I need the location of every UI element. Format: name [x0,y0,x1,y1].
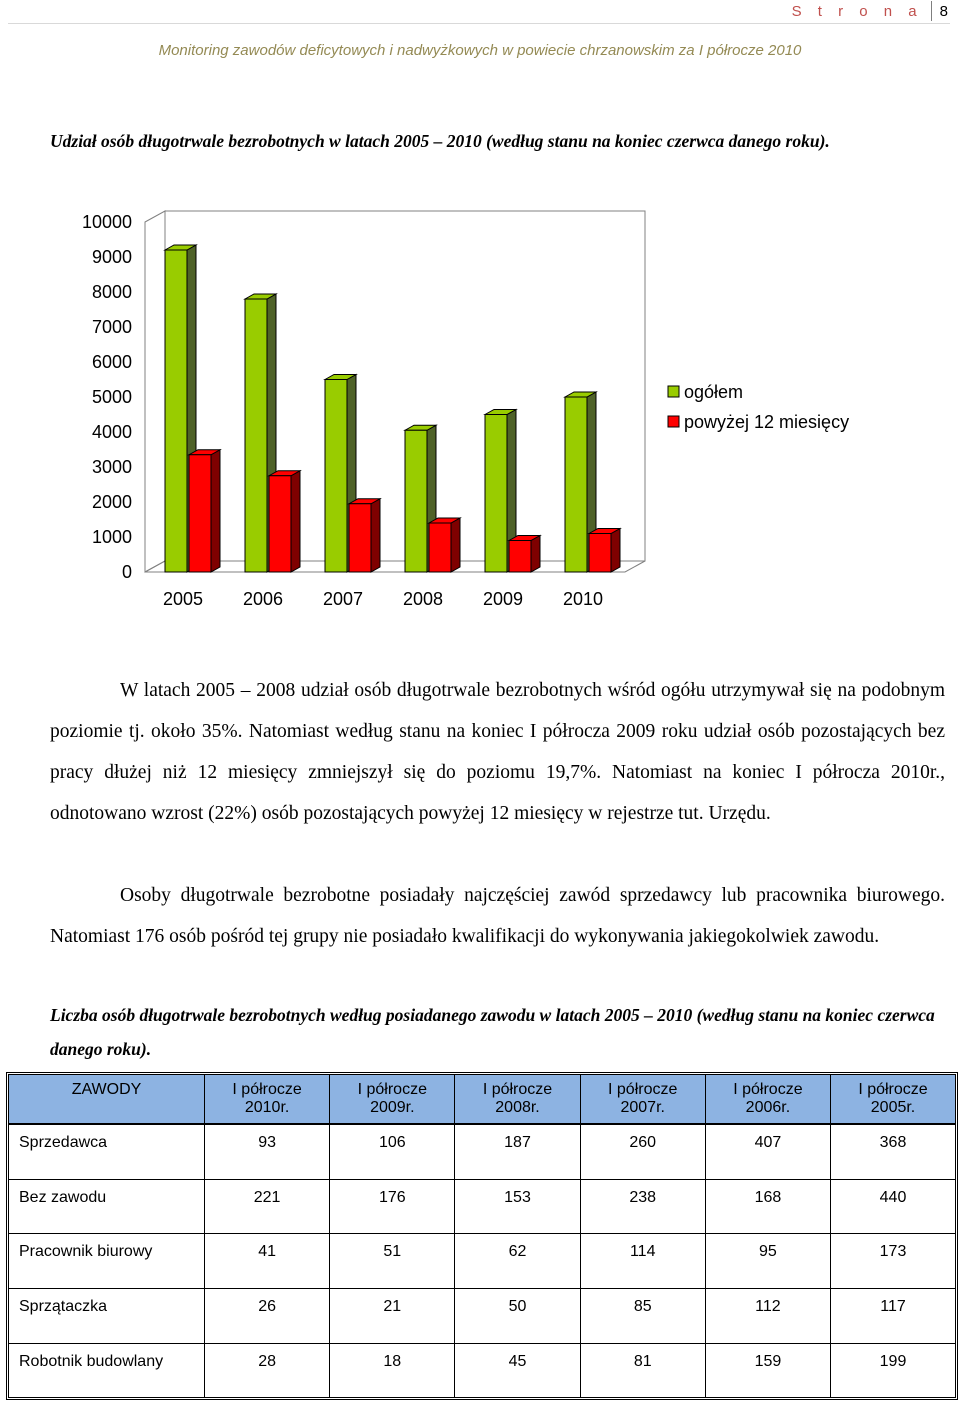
column-header-line: I półrocze [608,1081,678,1098]
bar-ogolem [245,299,267,572]
occupation-cell: Pracownik biurowy [9,1234,205,1289]
table-body [9,1124,955,1397]
count-cell: 21 [330,1289,455,1344]
bar-side-1 [211,450,220,572]
paragraph-2 [50,875,945,957]
bar-side-1 [451,518,460,572]
column-header-line: ZAWODY [71,1081,142,1098]
bar-side-1 [371,499,380,572]
count-cell: 168 [705,1179,830,1234]
chart-caption: Udział osób długotrwale bezrobotnych w latach 2005 – 2010 (według stanu na koniec czerwca danego roku). [50,131,830,151]
chart-side-wall [145,211,165,572]
x-tick-label: 2009 [482,589,524,609]
count-cell: 81 [580,1343,705,1397]
y-tick-label: 0 [121,562,132,582]
y-tick-label: 9000 [91,247,132,267]
table-row [9,1289,955,1344]
column-header-line: 2008r. [495,1099,540,1116]
y-tick-label: 8000 [91,282,132,302]
count-cell: 28 [205,1343,330,1397]
count-cell: 114 [580,1234,705,1289]
column-header-line: 2006r. [745,1099,791,1116]
bar-powyzej-12 [509,541,531,573]
x-tick-label: 2007 [322,589,364,609]
occupation-cell: Robotnik budowlany [9,1343,205,1397]
table-caption: Liczba osób długotrwale bezrobotnych według posiadanego zawodu w latach 2005 – 2010 (według stanu na koniec czerwca danego roku). [50,1005,935,1059]
table-row [9,1343,955,1397]
x-tick-label: 2006 [242,589,284,609]
y-tick-label: 7000 [91,317,132,337]
occupation-table [6,1072,958,1400]
count-cell: 51 [330,1234,455,1289]
page-number: 8 [939,2,948,20]
bar-side-1 [291,471,300,572]
count-cell: 260 [580,1124,705,1179]
occupation-cell: Sprzątaczka [9,1289,205,1344]
count-cell: 368 [831,1124,955,1179]
column-header-line: I półrocze [733,1081,803,1098]
count-cell: 173 [831,1234,955,1289]
table-row [9,1234,955,1289]
column-header-line: I półrocze [482,1081,553,1098]
column-header-period [205,1075,330,1124]
bar-chart [0,195,960,625]
paragraph-2-text: Osoby długotrwale bezrobotne posiadały najczęściej zawód sprzedawcy lub pracownika biurowego. Natomiast 176 osób pośród tej grupy nie posiadało kwalifikacji do wykonywania jakiegokolwiek zawodu. [50,885,945,947]
bar-ogolem [405,430,427,572]
y-tick-label: 1000 [91,527,132,547]
count-cell: 440 [831,1179,955,1234]
count-cell: 45 [455,1343,580,1397]
bar-ogolem [485,415,507,573]
column-header-period [831,1075,955,1124]
count-cell: 117 [831,1289,955,1344]
y-tick-label: 6000 [91,352,132,372]
count-cell: 41 [205,1234,330,1289]
x-tick-label: 2010 [562,589,604,609]
y-tick-label: 2000 [91,492,132,512]
page-label: S t r o n a [791,2,923,20]
count-cell: 176 [330,1179,455,1234]
count-cell: 159 [705,1343,830,1397]
count-cell: 26 [205,1289,330,1344]
bar-powyzej-12 [429,523,451,572]
y-tick-label: 4000 [91,422,132,442]
column-header-period [330,1075,455,1124]
x-tick-label: 2005 [162,589,204,609]
column-header-line: 2005r. [870,1099,916,1116]
paragraph-1 [50,670,945,834]
column-header-period [455,1075,580,1124]
occupation-cell: Sprzedawca [9,1124,205,1179]
bar-ogolem [565,397,587,572]
legend-swatch-1 [668,416,679,427]
bar-powyzej-12 [589,534,611,573]
bar-ogolem [165,250,187,572]
count-cell: 221 [205,1179,330,1234]
occupation-cell: Bez zawodu [9,1179,205,1234]
count-cell: 95 [705,1234,830,1289]
count-cell: 187 [455,1124,580,1179]
count-cell: 18 [330,1343,455,1397]
count-cell: 62 [455,1234,580,1289]
bar-powyzej-12 [269,476,291,572]
column-header-period [580,1075,705,1124]
table-header-row [9,1075,955,1124]
column-header-line: I półrocze [232,1081,302,1098]
y-tick-label: 10000 [81,212,132,232]
count-cell: 238 [580,1179,705,1234]
bar-powyzej-12 [349,504,371,572]
header-rule [8,23,950,24]
legend-swatch-0 [668,386,679,397]
page-header [792,0,948,22]
bar-side-1 [531,536,540,573]
y-tick-label: 5000 [91,387,132,407]
legend-label: powyżej 12 miesięcy [684,412,850,432]
paragraph-1-text: W latach 2005 – 2008 udział osób długotrwale bezrobotnych wśród ogółu utrzymywał się na podobnym poziomie tj. około 35%. Natomiast według stanu na koniec I półrocza 2009 roku udział osób pozostających bez pracy dłużej niż 12 miesięcy zmniejszył się do poziomu 19,7%. Natomiast na koniec I półrocza 2010r., odnotowano wzrost (22%) osób pozostających powyżej 12 miesięcy w rejestrze tut. Urzędu. [50,680,945,824]
running-title: Monitoring zawodów deficytowych i nadwyżkowych w powiecie chrzanowskim za I półrocze 2010 [158,42,802,59]
column-header-line: I półrocze [357,1081,427,1098]
count-cell: 153 [455,1179,580,1234]
column-header-line: 2010r. [244,1099,290,1116]
header-divider [931,1,932,21]
x-tick-label: 2008 [402,589,444,609]
bar-side-1 [611,529,620,573]
count-cell: 85 [580,1289,705,1344]
table-row [9,1179,955,1234]
legend-label: ogółem [684,382,744,402]
table-row [9,1124,955,1179]
column-header-period [705,1075,830,1124]
count-cell: 407 [705,1124,830,1179]
count-cell: 112 [705,1289,830,1344]
bar-ogolem [325,380,347,573]
column-header-zawody [9,1075,205,1124]
column-header-line: I półrocze [858,1081,928,1098]
bar-powyzej-12 [189,455,211,572]
count-cell: 93 [205,1124,330,1179]
y-tick-label: 3000 [91,457,132,477]
count-cell: 106 [330,1124,455,1179]
count-cell: 199 [831,1343,955,1397]
column-header-line: 2009r. [370,1099,415,1116]
column-header-line: 2007r. [620,1099,665,1116]
count-cell: 50 [455,1289,580,1344]
